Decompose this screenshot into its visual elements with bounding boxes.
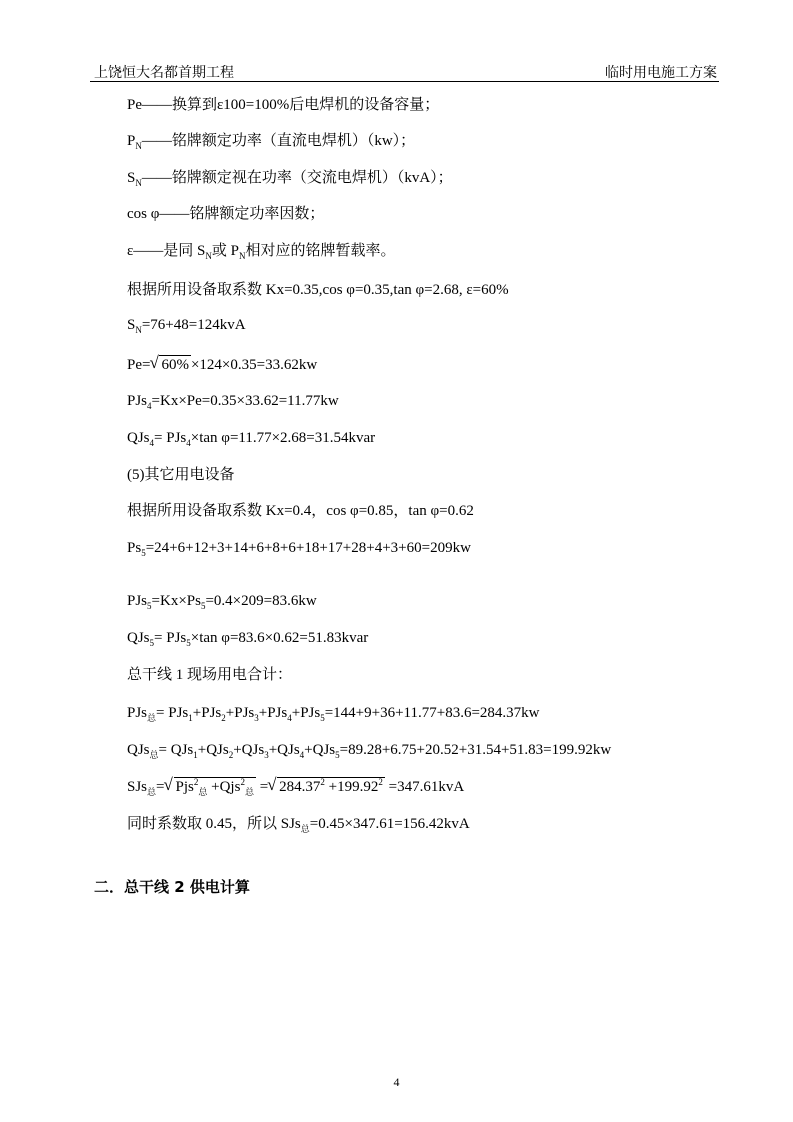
formula-line — [127, 628, 368, 648]
subscript: 5 — [335, 750, 340, 760]
superscript: 2 — [378, 777, 383, 787]
header-project-name: 上饶恒大名都首期工程 — [94, 65, 234, 81]
formula-line — [127, 703, 540, 723]
radicand — [174, 777, 256, 796]
square-root — [150, 355, 191, 375]
subscript: N — [239, 251, 246, 261]
subscript: 5 — [200, 601, 206, 611]
radicand — [277, 777, 385, 796]
text-run: PJs — [127, 393, 148, 409]
formula-line — [127, 131, 415, 151]
text-run: Pe= — [127, 357, 151, 373]
text-run: 或 P — [211, 243, 239, 259]
header-document-title: 临时用电施工方案 — [605, 65, 717, 81]
formula-line — [127, 391, 339, 411]
square-root — [268, 777, 385, 797]
text-run: QJs — [127, 430, 150, 446]
text-run: 284.37 — [279, 779, 321, 795]
text-run: = PJs — [154, 630, 187, 646]
subscript: 总 — [147, 787, 157, 797]
subscript: 3 — [264, 750, 269, 760]
text-run: +QJs — [197, 742, 229, 758]
subscript: 4 — [287, 713, 292, 723]
section-heading: 二．总干线 2 供电计算 — [94, 878, 250, 896]
text-run: =0.4×209=83.6kw — [205, 593, 317, 609]
text-run: 相对应的铭牌暂载率。 — [245, 243, 396, 259]
text-run: +PJs — [225, 705, 255, 721]
radicand — [159, 355, 191, 374]
text-run: S — [127, 317, 136, 333]
formula-line — [127, 777, 464, 797]
superscript: 2 — [193, 777, 199, 787]
subscript: 3 — [254, 713, 259, 723]
subscript: 5 — [149, 638, 155, 648]
text-run: 同时系数取 0.45，所以 SJs — [127, 816, 301, 832]
subscript: 4 — [299, 750, 305, 760]
formula-line — [127, 315, 246, 335]
text-run: =0.45×347.61=156.42kvA — [309, 816, 470, 832]
square-root — [165, 777, 256, 797]
subscript: 4 — [147, 401, 152, 411]
text-run: 60% — [161, 357, 189, 373]
subscript: 2 — [228, 750, 234, 760]
subscript: 5 — [186, 638, 191, 648]
text-run: 总干线 1 现场用电合计： — [127, 667, 293, 683]
text-run: QJs — [127, 630, 150, 646]
text-run: +QJs — [304, 742, 336, 758]
text-run: ×tan φ=11.77×2.68=31.54kvar — [190, 430, 376, 446]
text-run: =89.28+6.75+20.52+31.54+51.83=199.92kw — [339, 742, 612, 758]
subscript: 总 — [149, 750, 159, 760]
subscript: N — [205, 251, 212, 261]
text-run: 根据所用设备取系数 Kx=0.35,cos φ=0.35,tan φ=2.68, ε=60% — [127, 282, 509, 298]
text-run: 根据所用设备取系数 Kx=0.4，cos φ=0.85，tan φ=0.62 — [127, 503, 474, 519]
text-run: = — [255, 779, 269, 795]
subscript: 5 — [147, 601, 152, 611]
formula-line — [127, 428, 375, 448]
text-run: = QJs — [158, 742, 194, 758]
text-run: +Qjs — [207, 779, 241, 795]
subscript: 总 — [300, 824, 310, 834]
text-run: = — [156, 779, 165, 795]
formula-line — [127, 814, 470, 834]
subscript: N — [135, 178, 142, 188]
formula-line — [127, 740, 611, 760]
text-run: +QJs — [268, 742, 300, 758]
superscript: 2 — [320, 777, 325, 787]
text-run: ×124×0.35=33.62kw — [190, 357, 318, 373]
subscript: 1 — [193, 750, 198, 760]
text-run: = PJs — [154, 430, 187, 446]
text-run: SJs — [127, 779, 148, 795]
text-run: =Kx×Ps — [151, 593, 201, 609]
text-run: ×tan φ=83.6×0.62=51.83kvar — [190, 630, 369, 646]
subscript: 4 — [149, 438, 155, 448]
subscript: 1 — [188, 713, 193, 723]
text-run: ——铭牌额定功率（直流电焊机）（kw）； — [141, 133, 416, 149]
formula-line — [127, 501, 474, 521]
text-run: Pe——换算到ε100=100%后电焊机的设备容量； — [127, 97, 440, 113]
formula-line — [127, 665, 292, 685]
subscript: 4 — [186, 438, 191, 448]
text-run: Ps — [127, 540, 142, 556]
text-run: +PJs — [258, 705, 288, 721]
text-run: PJs — [127, 705, 148, 721]
subscript: 2 — [221, 713, 226, 723]
text-run: P — [127, 133, 136, 149]
text-run: Pjs — [175, 779, 194, 795]
text-run: QJs — [127, 742, 150, 758]
text-run: ——铭牌额定视在功率（交流电焊机）（kvA）； — [141, 170, 453, 186]
text-run: +PJs — [192, 705, 222, 721]
text-run: cos φ——铭牌额定功率因数； — [127, 206, 325, 222]
text-run: +PJs — [291, 705, 321, 721]
subscript: 总 — [147, 713, 157, 723]
text-run: = PJs — [156, 705, 189, 721]
subscript: 总 — [244, 787, 254, 797]
formula-line — [127, 241, 396, 261]
subscript: N — [135, 141, 142, 151]
formula-line — [127, 355, 317, 375]
formula-line — [127, 538, 471, 558]
text-run: =144+9+36+11.77+83.6=284.37kw — [324, 705, 540, 721]
text-run: =Kx×Pe=0.35×33.62=11.77kw — [151, 393, 339, 409]
formula-line — [127, 465, 235, 485]
header-divider — [90, 81, 719, 82]
formula-line — [127, 591, 317, 611]
formula-line — [127, 280, 509, 300]
text-run: =347.61kvA — [384, 779, 465, 795]
formula-line — [127, 204, 324, 224]
subscript: 5 — [141, 548, 146, 558]
formula-line — [127, 168, 453, 188]
subscript: 总 — [198, 787, 208, 797]
superscript: 2 — [240, 777, 245, 787]
text-run: ε——是同 S — [127, 243, 206, 259]
formula-line — [127, 95, 439, 115]
subscript: N — [135, 325, 142, 335]
text-run: +QJs — [233, 742, 265, 758]
subscript: 5 — [320, 713, 325, 723]
text-run: S — [127, 170, 136, 186]
text-run: =24+6+12+3+14+6+8+6+18+17+28+4+3+60=209kw — [145, 540, 471, 556]
text-run: PJs — [127, 593, 148, 609]
page-number: 4 — [393, 1075, 400, 1089]
text-run: (5)其它用电设备 — [127, 467, 235, 483]
text-run: +199.92 — [324, 779, 379, 795]
text-run: =76+48=124kvA — [141, 317, 246, 333]
